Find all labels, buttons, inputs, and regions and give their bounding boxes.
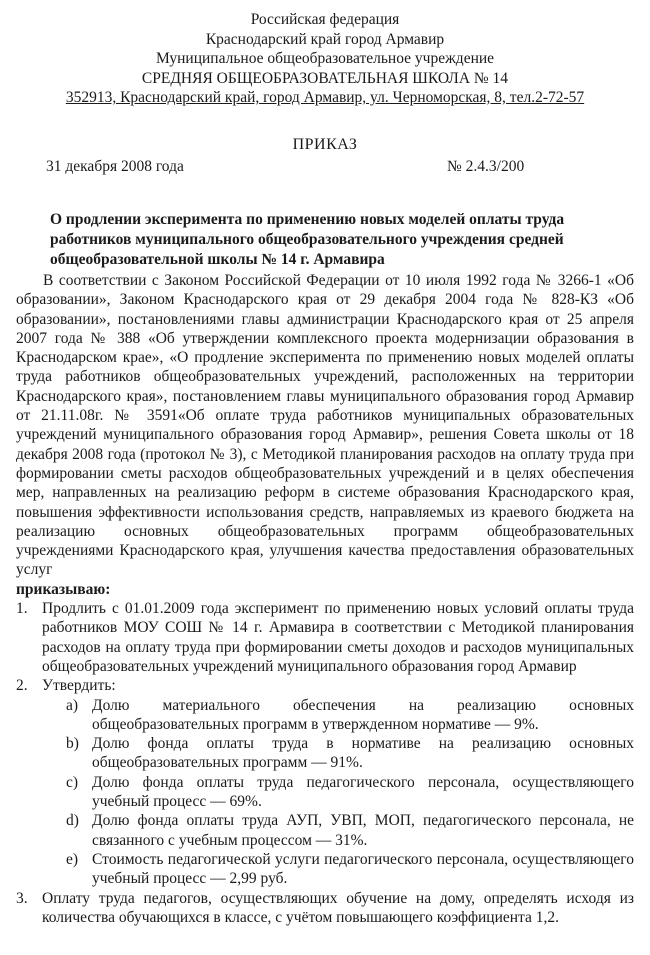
subitem-d <box>16 811 634 850</box>
subitem-text: Долю материального обеспечения на реализацию основных общеобразовательных программ в утвержденном нормативе — 9%. <box>92 696 634 733</box>
order-date: 31 декабря 2008 года <box>46 158 184 175</box>
subitem-letter: c) <box>66 773 79 791</box>
header-institution-type: Муниципальное общеобразовательное учреждение <box>155 50 495 67</box>
subitem-letter: a) <box>66 696 79 714</box>
order-items <box>16 599 634 695</box>
order-item-1 <box>16 599 634 676</box>
item-text: Утвердить: <box>42 677 116 695</box>
subitem-b <box>16 734 634 773</box>
preamble: В соответствии с Законом Российской Федерации от 10 июля 1992 года № 3266-1 «Об образовании», Законом Краснодарского края от 29 декабря 2004 года № 828-КЗ «Об образовании», постановлениями главы администрации Краснодарского края от 25 апреля 2007 года № 388 «Об утверждении комплексного проекта модернизации образования в Краснодарском крае», «О продление эксперимента по применению новых моделей оплаты труда работников общеобразовательных учреждений, расположенных на территории Краснодарского края», постановлением главы муниципального образования город Армавир от 21.11.08г. № 3591«Об оплате труда работников муниципальных образовательных учреждений муниципального образования город Армавир», решения Совета школы от 18 декабря 2008 года (протокол № 3), с Методикой планирования расходов на оплату труда при формировании сметы расходов общеобразовательных учреждений и в целях обеспечения мер, направленных на реализацию реформ в системе образования Краснодарского края, повышения эффективности использования средств, направляемых из краевого бюджета на реализацию основных общеобразовательных программ общеобразовательных учреждениями Краснодарского края, улучшения качества предоставления образовательных услуг <box>16 272 634 579</box>
subitem-letter: d) <box>66 812 79 830</box>
subitem-letter: b) <box>66 735 79 753</box>
letterhead <box>0 10 650 108</box>
subitem-text: Стоимость педагогической услуги педагогического персонала, осуществляющего учебный процесс — 2,99 руб. <box>92 850 634 888</box>
header-region: Краснодарский край город Армавир <box>205 30 445 48</box>
subitem-e <box>16 850 634 889</box>
order-body <box>16 271 634 927</box>
order-items-continued <box>16 889 634 928</box>
item-text: Продлить с 01.01.2009 года эксперимент по применению новых условий оплаты труда работников МОУ СОШ № 14 г. Армавира в соответствии с Методикой планирования расходов на оплату труда при формировании сметы доходов и расходов муниципальных общеобразовательных учреждений муниципального образования город Армавир <box>42 600 634 675</box>
header-school-name: СРЕДНЯЯ ОБЩЕОБРАЗОВАТЕЛЬНАЯ ШКОЛА № 14 <box>141 69 509 87</box>
subitem-a <box>16 696 634 735</box>
item-number: 3. <box>16 889 28 907</box>
order-title: ПРИКАЗ <box>292 136 358 153</box>
order-subject: О продлении эксперимента по применению новых моделей оплаты труда работников муниципального общеобразовательного учреждения средней общеобразовательной школы № 14 г. Армавира <box>50 211 565 268</box>
item-number: 2. <box>16 677 28 695</box>
subitem-c <box>16 773 634 812</box>
header-country: Российская федерация <box>250 11 400 28</box>
item-text: Оплату труда педагогов, осуществляющих обучение на дому, определять исходя из количества обучающихся в классе, с учётом повышающего коэффициента 1,2. <box>42 889 634 926</box>
header-address: 352913, Краснодарский край, город Армавир, ул. Черноморская, 8, тел.2-72-57 <box>65 89 585 106</box>
subitem-text: Долю фонда оплаты труда в нормативе на реализацию основных общеобразовательных программ — 91%. <box>92 735 634 772</box>
order-item-2 <box>16 676 634 695</box>
order-word: приказываю: <box>16 580 111 598</box>
item-number: 1. <box>16 600 28 618</box>
subitem-text: Долю фонда оплаты труда АУП, УВП, МОП, педагогического персонала, не связанного с учебным процессом — 31%. <box>92 812 634 849</box>
order-item-3 <box>16 889 634 928</box>
subitem-letter: e) <box>66 850 79 868</box>
subitem-text: Долю фонда оплаты труда педагогического персонала, осуществляющего учебный процесс — 69%. <box>92 773 634 811</box>
order-number: № 2.4.3/200 <box>447 158 525 175</box>
order-subitems <box>16 696 634 889</box>
